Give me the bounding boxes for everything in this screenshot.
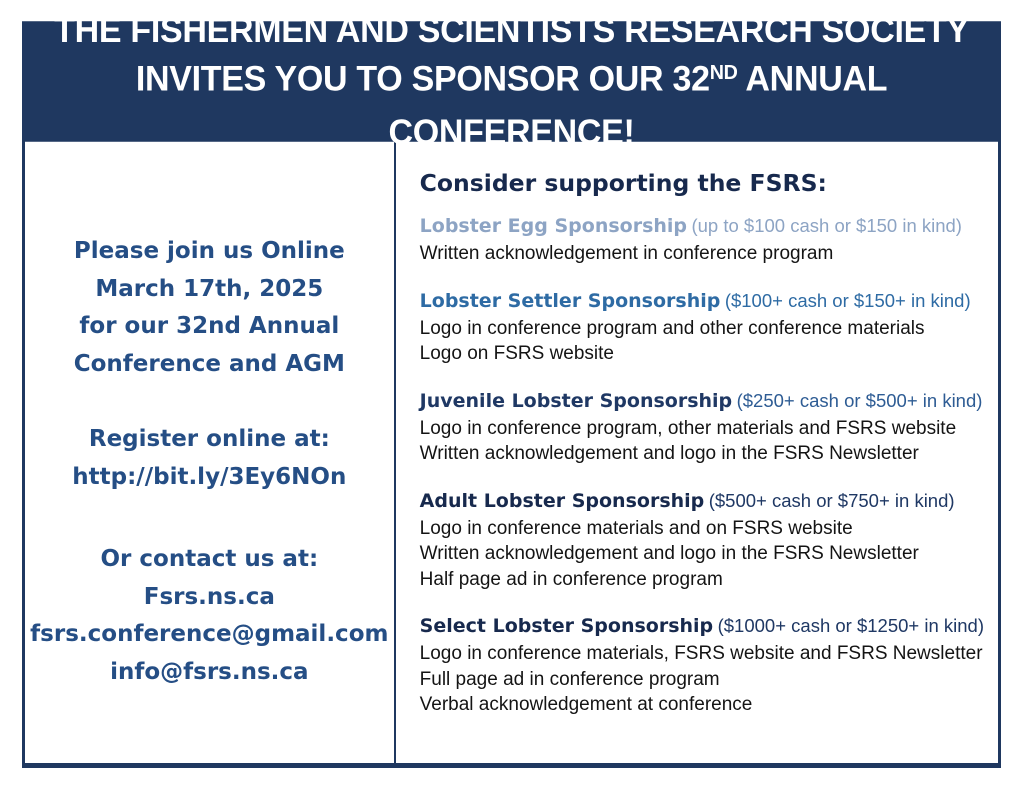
tier-pricing: (up to $100 cash or $150 in kind) [691,215,962,236]
tier-pricing: ($100+ cash or $150+ in kind) [724,289,971,311]
contact-website-link[interactable]: Fsrs.ns.ca [143,583,275,610]
tier-lobster-egg [420,215,984,267]
tier-pricing: ($500+ cash or $750+ in kind) [708,489,955,511]
event-info-panel [25,140,396,763]
invite-line: Conference and AGM [73,350,345,377]
flyer-body [25,140,998,763]
tier-name: Select Lobster Sponsorship [419,615,714,637]
tier-benefit: Written acknowledgement and logo in the FSRS Newsletter [419,543,919,564]
tier-benefit: Full page ad in conference program [419,668,720,690]
tier-benefit: Logo in conference materials, FSRS website and FSRS Newsletter [419,643,983,664]
tier-heading [420,615,984,637]
sponsorship-panel-heading: Consider supporting the FSRS: [419,169,827,197]
header-line2-prefix: INVITES YOU TO SPONSOR OUR 32 [135,58,710,98]
register-block [25,421,394,496]
tier-pricing: ($1000+ cash or $1250+ in kind) [717,615,984,636]
tier-heading [420,490,984,512]
tier-benefit: Logo on FSRS website [419,343,614,364]
tier-name: Lobster Settler Sponsorship [419,289,721,312]
sponsorship-flyer [22,10,1001,768]
contact-heading: Or contact us at: [100,546,319,572]
tier-heading [420,390,984,412]
tier-lobster-settler [420,290,984,367]
header-line2-suffix: ANNUAL CONFERENCE! [388,58,888,152]
tier-benefit: Logo in conference program, other materials and FSRS website [419,417,957,439]
tier-name: Lobster Egg Sponsorship [419,215,688,237]
invite-block [25,233,394,383]
tier-benefit: Written acknowledgement in conference program [419,243,834,264]
tier-benefit: Verbal acknowledgement at conference [419,694,753,715]
contact-email-link[interactable]: info@fsrs.ns.ca [110,658,309,685]
tier-benefit: Written acknowledgement and logo in the FSRS Newsletter [419,443,919,464]
tier-adult-lobster [420,490,984,593]
header-ordinal-superscript: ND [709,61,738,84]
tier-benefit: Half page ad in conference program [419,568,723,590]
invite-line: Please join us Online [73,238,345,264]
contact-email-link[interactable]: fsrs.conference@gmail.com [30,621,389,647]
sponsorship-panel [396,140,998,763]
tier-pricing: ($250+ cash or $500+ in kind) [736,389,983,411]
tier-select-lobster [420,615,984,718]
invite-line: for our 32nd Annual [79,313,340,339]
tier-name: Juvenile Lobster Sponsorship [419,389,733,412]
header-title-line-1: THE FISHERMEN AND SCIENTISTS RESEARCH SOCIETY [54,10,969,50]
tier-juvenile-lobster [420,390,984,467]
contact-block [25,541,394,691]
flyer-header-banner [22,10,1001,152]
tier-benefit: Logo in conference program and other conference materials [419,317,925,339]
tier-heading [420,215,984,237]
invite-line: March 17th, 2025 [95,275,324,302]
tier-name: Adult Lobster Sponsorship [419,489,705,512]
tier-benefit: Logo in conference materials and on FSRS website [419,517,853,539]
header-title-line-2 [22,55,1001,157]
register-url-link[interactable]: http://bit.ly/3Ey6NOn [72,463,347,490]
tier-heading [420,290,984,312]
register-heading: Register online at: [88,426,330,452]
